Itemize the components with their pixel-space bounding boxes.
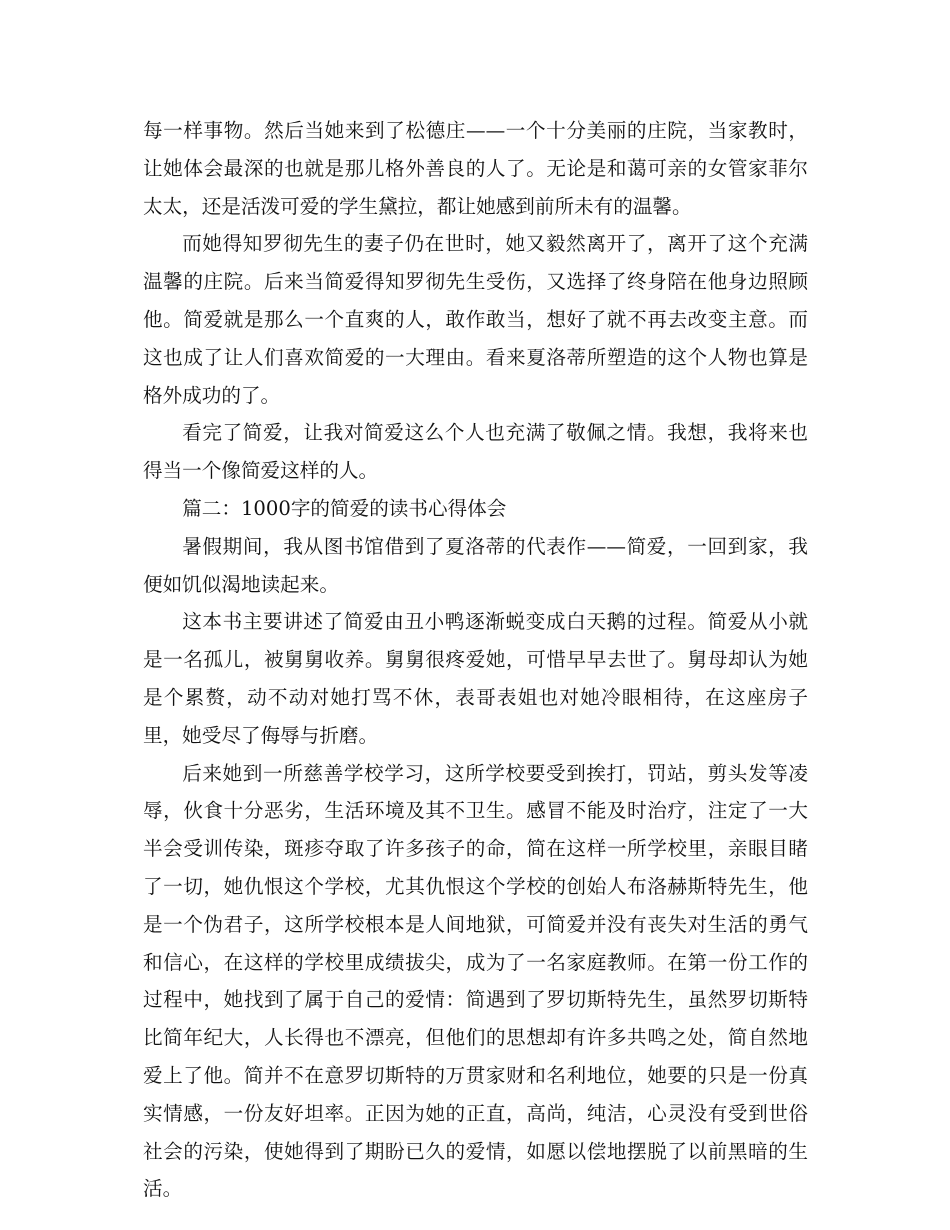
paragraph: 这本书主要讲述了简爱由丑小鸭逐渐蜕变成白天鹅的过程。简爱从小就是一名孤儿，被舅舅收养。舅舅很疼爱她，可惜早早去世了。舅母却认为她是个累赘，动不动对她打骂不休，表哥表姐也对她冷眼相待，在这座房子里，她受尽了侮辱与折磨。 <box>143 610 808 747</box>
paragraph: 而她得知罗彻先生的妻子仍在世时，她又毅然离开了，离开了这个充满温馨的庄院。后来当简爱得知罗彻先生受伤，又选择了终身陪在他身边照顾他。简爱就是那么一个直爽的人，敢作敢当，想好了就不再去改变主意。而这也成了让人们喜欢简爱的一大理由。看来夏洛蒂所塑造的这个人物也算是格外成功的了。 <box>143 232 808 407</box>
section-heading: 篇二：1000字的简爱的读书心得体会 <box>182 496 507 520</box>
paragraph: 看完了简爱，让我对简爱这么个人也充满了敬佩之情。我想，我将来也得当一个像简爱这样的人。 <box>143 421 808 483</box>
paragraph: 后来她到一所慈善学校学习，这所学校要受到挨打，罚站，剪头发等凌辱，伙食十分恶劣，生活环境及其不卫生。感冒不能及时治疗，注定了一大半会受训传染，斑疹夺取了许多孩子的命，简在这样一所学校里，亲眼目睹了一切，她仇恨这个学校，尤其仇恨这个学校的创始人布洛赫斯特先生，他是一个伪君子，这所学校根本是人间地狱，可简爱并没有丧失对生活的勇气和信心，在这样的学校里成绩拔尖，成为了一名家庭教师。在第一份工作的过程中，她找到了属于自己的爱情：简遇到了罗切斯特先生，虽然罗切斯特比简年纪大，人长得也不漂亮，但他们的思想却有许多共鸣之处，简自然地爱上了他。简并不在意罗切斯特的万贯家财和名利地位，她要的只是一份真实情感，一份友好坦率。正因为她的正直，高尚，纯洁，心灵没有受到世俗社会的污染，使她得到了期盼已久的爱情，如愿以偿地摆脱了以前黑暗的生活。 <box>143 761 808 1201</box>
paragraph-continuation: 每一样事物。然后当她来到了松德庄——一个十分美丽的庄院，当家教时，让她体会最深的也就是那儿格外善良的人了。无论是和蔼可亲的女管家菲尔太太，还是活泼可爱的学生黛拉，都让她感到前所未有的温馨。 <box>143 119 808 218</box>
paragraph: 暑假期间，我从图书馆借到了夏洛蒂的代表作——简爱，一回到家，我便如饥似渴地读起来。 <box>143 534 808 596</box>
document-page <box>143 112 808 1208</box>
